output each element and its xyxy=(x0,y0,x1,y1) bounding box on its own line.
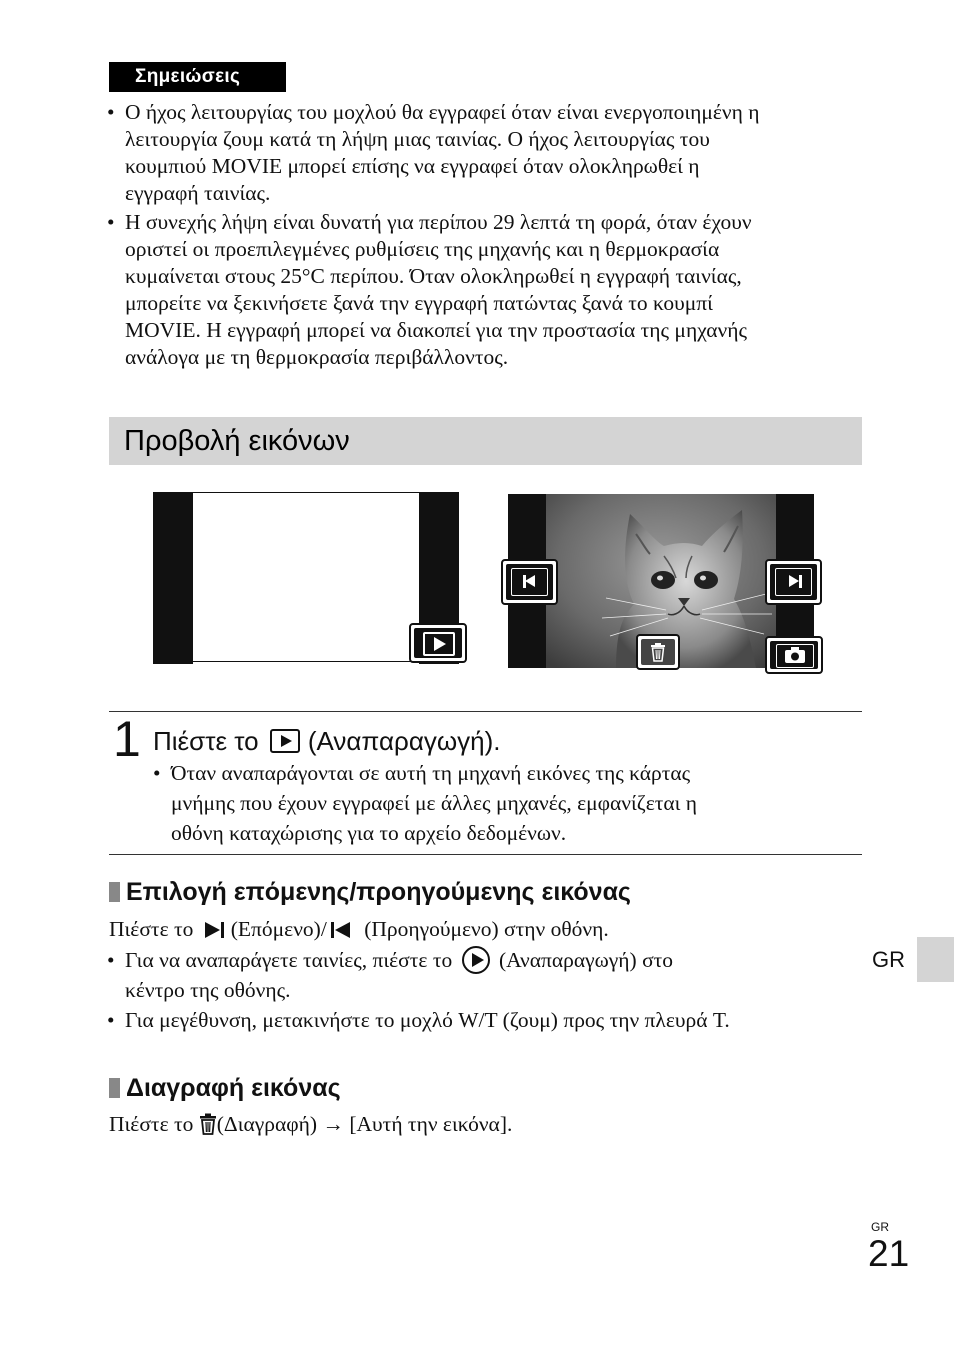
step-suffix: (Αναπαραγωγή). xyxy=(307,726,501,756)
page-number: 21 xyxy=(868,1233,910,1274)
previous-button[interactable] xyxy=(501,559,558,605)
note-line: • Η συνεχής λήψη είναι δυνατή για περίπου 29 λεπτά τη φορά, όταν έχουν xyxy=(125,210,752,234)
previous-icon xyxy=(329,920,357,938)
heading-marker xyxy=(109,1078,120,1098)
delete-line xyxy=(109,1109,512,1139)
note-line: λειτουργία ζουμ κατά τη λήψη μιας ταινίας. Ο ήχος λειτουργίας του xyxy=(125,127,710,151)
note-line: ανάλογα με τη θερμοκρασία περιβάλλοντος. xyxy=(125,345,509,369)
play-button-icon xyxy=(270,729,300,753)
next-label: (Επόμενο)/ xyxy=(230,917,327,941)
select-bullet1-line2: κέντρο της οθόνης. xyxy=(125,978,291,1002)
delete-heading xyxy=(109,1072,341,1104)
step-bullet-line: μνήμης που έχουν εγγραφεί με άλλες μηχανές, εμφανίζεται η xyxy=(171,791,698,815)
step-bullet-line: οθόνη καταχώρισης για το αρχείο δεδομένων. xyxy=(171,821,567,845)
select-line-prefix: Πιέστε το xyxy=(109,917,194,941)
step-instruction xyxy=(153,723,501,759)
delete-line-prefix: Πιέστε το xyxy=(109,1112,194,1136)
camera-body-left xyxy=(153,492,193,664)
play-icon xyxy=(434,637,446,651)
notes-badge: Σημειώσεις xyxy=(109,62,286,92)
heading-marker xyxy=(109,882,120,902)
camera-icon xyxy=(784,646,806,664)
next-button[interactable] xyxy=(765,559,822,605)
arrow-right-icon: → xyxy=(322,1112,344,1136)
note-line: • Ο ήχος λειτουργίας του μοχλού θα εγγραφεί όταν είναι ενεργοποιημένη η xyxy=(125,100,760,124)
delete-button[interactable] xyxy=(636,634,680,670)
next-icon xyxy=(201,920,229,938)
camera-illustration-play xyxy=(153,492,469,664)
step-rule-top xyxy=(109,711,862,712)
step-number: 1 xyxy=(113,711,141,767)
note-line: κουμπιού MOVIE μπορεί επίσης να εγγραφεί όταν ολοκληρωθεί η xyxy=(125,154,700,178)
page-language: GR xyxy=(871,1220,889,1234)
camera-illustration-playback xyxy=(500,494,825,676)
note-line: εγγραφή ταινίας. xyxy=(125,181,271,205)
previous-icon xyxy=(525,575,535,587)
step-prefix: Πιέστε το xyxy=(153,726,259,756)
trash-icon xyxy=(649,642,667,662)
select-bullet-1 xyxy=(107,945,837,1005)
select-bullet2-text: • Για μεγέθυνση, μετακινήστε το μοχλό W/T (ζουμ) προς την πλευρά T. xyxy=(125,1008,730,1032)
note-line: μπορείτε να ξεκινήσετε ξανά την εγγραφή πατώντας ξανά το κουμπί xyxy=(125,291,713,315)
delete-heading-text: Διαγραφή εικόνας xyxy=(126,1074,341,1102)
language-side-label: GR xyxy=(872,947,905,972)
select-bullet1-suffix: (Αναπαραγωγή) στο xyxy=(498,948,674,972)
note-line: MOVIE. Η εγγραφή μπορεί να διακοπεί για την προστασία της μηχανής xyxy=(125,318,748,342)
step-bullet-line: • Όταν αναπαράγονται σε αυτή τη μηχανή εικόνες της κάρτας xyxy=(171,761,691,785)
step-bullet xyxy=(153,758,853,848)
play-circle-icon xyxy=(462,946,490,974)
delete-line-suffix: [Αυτή την εικόνα]. xyxy=(349,1112,513,1136)
camera-screen-blank xyxy=(193,492,421,662)
select-line xyxy=(109,914,609,944)
select-heading xyxy=(109,876,631,908)
delete-line-middle: (Διαγραφή) xyxy=(216,1112,318,1136)
trash-icon xyxy=(199,1113,217,1135)
notes-bullet-2 xyxy=(107,209,862,371)
select-bullet-2 xyxy=(107,1005,867,1035)
note-line: οριστεί οι προεπιλεγμένες ρυθμίσεις της μηχανής και η θερμοκρασία xyxy=(125,237,720,261)
next-icon-bar xyxy=(799,575,802,588)
shooting-mode-button[interactable] xyxy=(765,636,823,674)
next-icon xyxy=(789,575,799,587)
language-side-tab xyxy=(917,937,954,982)
prev-label: (Προηγούμενο) στην οθόνη. xyxy=(364,917,609,941)
select-heading-text: Επιλογή επόμενης/προηγούμενης εικόνας xyxy=(126,878,631,906)
note-line: κυμαίνεται στους 25°C περίπου. Όταν ολοκληρωθεί η εγγραφή ταινίας, xyxy=(125,264,742,288)
section-title: Προβολή εικόνων xyxy=(124,425,350,457)
step-rule-bottom xyxy=(109,854,862,855)
play-button[interactable] xyxy=(409,623,467,663)
notes-bullet-1 xyxy=(107,99,862,207)
select-bullet1-prefix: Για να αναπαράγετε ταινίες, πιέστε το xyxy=(125,948,453,972)
